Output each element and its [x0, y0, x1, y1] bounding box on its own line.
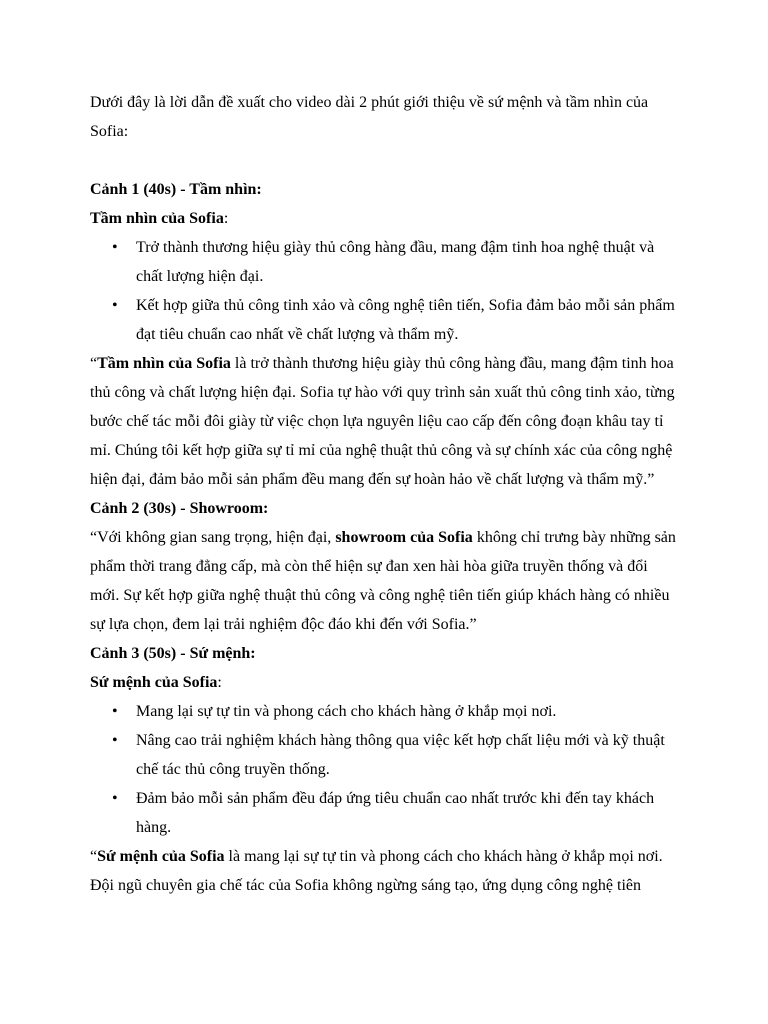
list-item: • Đảm bảo mỗi sản phẩm đều đáp ứng tiêu chuẩn cao nhất trước khi đến tay khách hàng.: [136, 784, 680, 842]
list-item: • Nâng cao trải nghiệm khách hàng thông qua việc kết hợp chất liệu mới và kỹ thuật chế tác thủ công truyền thống.: [136, 726, 680, 784]
scene2-heading: Cảnh 2 (30s) - Showroom:: [90, 500, 269, 517]
scene3-subheading: Sứ mệnh của Sofia:: [90, 674, 222, 691]
intro-paragraph: Dưới đây là lời dẫn đề xuất cho video dài 2 phút giới thiệu về sứ mệnh và tầm nhìn của Sofia:: [90, 94, 649, 140]
scene3-bullet-list: [90, 697, 680, 842]
scene3-heading: Cảnh 3 (50s) - Sứ mệnh:: [90, 645, 256, 662]
scene3-quote: “Sứ mệnh của Sofia là mang lại sự tự tin và phong cách cho khách hàng ở khắp mọi nơi. Đội ngũ chuyên gia chế tác của Sofia không ngừng sáng tạo, ứng dụng công nghệ tiên: [90, 848, 663, 894]
scene2-quote: “Với không gian sang trọng, hiện đại, showroom của Sofia không chỉ trưng bày những sản phẩm thời trang đẳng cấp, mà còn thể hiện sự đan xen hài hòa giữa truyền thống và đổi mới. Sự kết hợp giữa nghệ thuật thủ công và công nghệ tiên tiến giúp khách hàng có nhiều sự lựa chọn, đem lại trải nghiệm độc đáo khi đến với Sofia.”: [90, 529, 676, 633]
scene1-quote: “Tầm nhìn của Sofia là trở thành thương hiệu giày thủ công hàng đầu, mang đậm tinh hoa thủ công và chất lượng hiện đại. Sofia tự hào với quy trình sản xuất thủ công tinh xảo, từng bước chế tác mỗi đôi giày từ việc chọn lựa nguyên liệu cao cấp đến công đoạn khâu tay tỉ mỉ. Chúng tôi kết hợp giữa sự tỉ mỉ của nghệ thuật thủ công và sự chính xác của công nghệ hiện đại, đảm bảo mỗi sản phẩm đều mang đến sự hoàn hảo về chất lượng và thẩm mỹ.”: [90, 355, 675, 488]
scene1-subheading: Tầm nhìn của Sofia:: [90, 210, 229, 227]
list-item: • Mang lại sự tự tin và phong cách cho khách hàng ở khắp mọi nơi.: [136, 697, 680, 726]
scene1-heading: Cảnh 1 (40s) - Tầm nhìn:: [90, 181, 262, 198]
scene1-bullet-list: [90, 233, 680, 349]
list-item: • Trở thành thương hiệu giày thủ công hàng đầu, mang đậm tinh hoa nghệ thuật và chất lượng hiện đại.: [136, 233, 680, 291]
list-item: • Kết hợp giữa thủ công tinh xảo và công nghệ tiên tiến, Sofia đảm bảo mỗi sản phẩm đạt tiêu chuẩn cao nhất về chất lượng và thẩm mỹ.: [136, 291, 680, 349]
